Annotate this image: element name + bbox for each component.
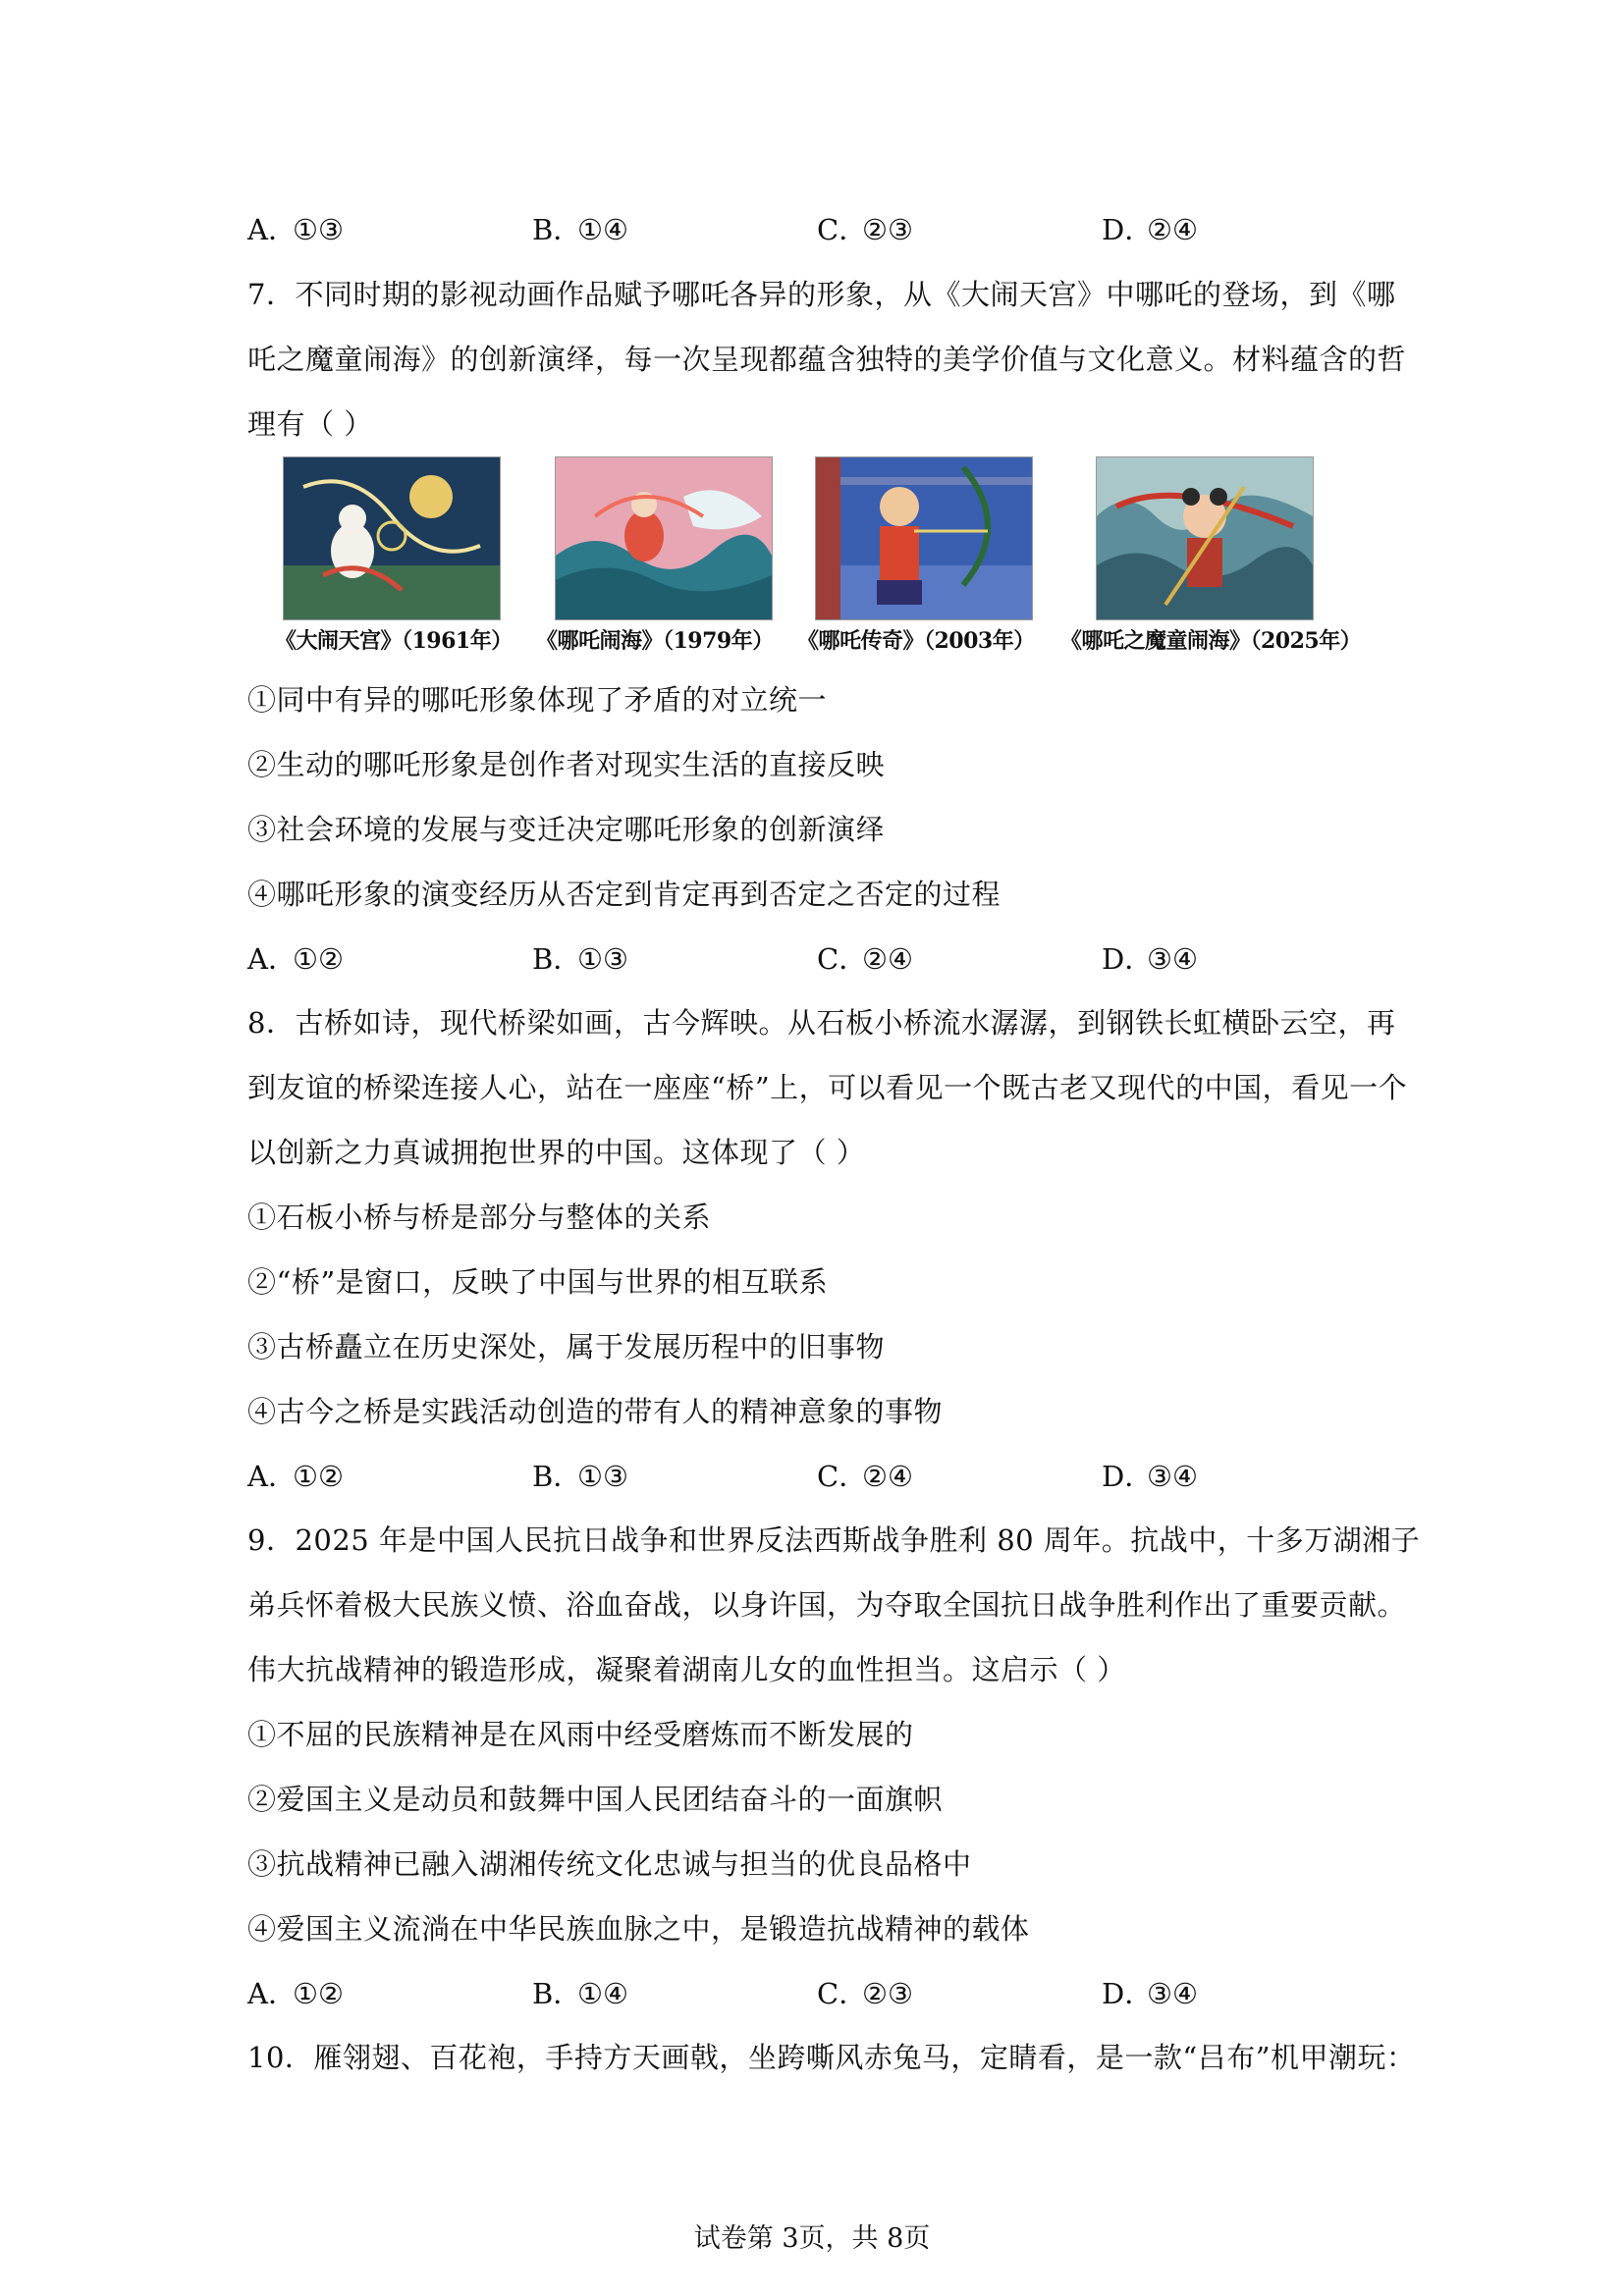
- q8-stem-line-1: 8．古桥如诗，现代桥梁如画，古今辉映。从石板小桥流水潺潺，到钢铁长虹横卧云空，再: [247, 1006, 1396, 1040]
- q8-statement-3: ③古桥矗立在历史深处，属于发展历程中的旧事物: [247, 1330, 886, 1363]
- q6-option-d: D．②④: [1102, 213, 1198, 246]
- q9-option-a: A．①②: [247, 1977, 344, 2010]
- q7-statement-4: ④哪吒形象的演变经历从否定到肯定再到否定之否定的过程: [247, 878, 1001, 911]
- q10-stem-line-1: 10．雁翎翅、百花袍，手持方天画戟，坐跨嘶风赤兔马，定睛看，是一款“吕布”机甲潮玩：: [247, 2041, 1416, 2074]
- q6-option-b: B．①④: [532, 213, 628, 246]
- nezha-2025-image: [1096, 456, 1314, 620]
- caption-1979: 《哪吒闹海》（1979年）: [536, 628, 774, 654]
- q8-stem-line-2: 到友谊的桥梁连接人心，站在一座座“桥”上，可以看见一个既古老又现代的中国，看见一个: [247, 1071, 1408, 1104]
- q9-stem-line-2: 弟兵怀着极大民族义愤、浴血奋战，以身许国，为夺取全国抗日战争胜利作出了重要贡献。: [247, 1588, 1407, 1622]
- q9-statement-3: ③抗战精神已融入湖湘传统文化忠诚与担当的优良品格中: [247, 1847, 972, 1881]
- q7-statement-3: ③社会环境的发展与变迁决定哪吒形象的创新演绎: [247, 813, 886, 846]
- q9-stem-line-3: 伟大抗战精神的锻造形成，凝聚着湖南儿女的血性担当。这启示（ ）: [247, 1653, 1126, 1686]
- q7-option-b: B．①③: [532, 942, 628, 976]
- q8-option-a: A．①②: [247, 1460, 344, 1493]
- q8-stem-line-3: 以创新之力真诚拥抱世界的中国。这体现了（ ）: [247, 1136, 866, 1169]
- q9-options: [247, 1974, 1406, 2013]
- q7-stem-line-2: 吒之魔童闹海》的创新演绎，每一次呈现都蕴含独特的美学价值与文化意义。材料蕴含的哲: [247, 343, 1407, 376]
- q9-option-d: D．③④: [1102, 1977, 1198, 2010]
- q9-stem-line-1: 9．2025 年是中国人民抗日战争和世界反法西斯战争胜利 80 周年。抗战中，十多万湖湘子: [247, 1523, 1421, 1557]
- q9-option-c: C．②③: [817, 1977, 913, 2010]
- caption-2025: 《哪吒之魔童闹海》（2025年）: [1060, 628, 1362, 654]
- q6-options: [247, 210, 1406, 249]
- q8-option-d: D．③④: [1102, 1460, 1198, 1493]
- q8-option-c: C．②④: [817, 1460, 913, 1493]
- q7-option-d: D．③④: [1102, 942, 1198, 976]
- q7-statement-2: ②生动的哪吒形象是创作者对现实生活的直接反映: [247, 748, 886, 781]
- q7-option-c: C．②④: [817, 942, 913, 976]
- q9-option-b: B．①④: [532, 1977, 628, 2010]
- q7-stem-line-1: 7．不同时期的影视动画作品赋予哪吒各异的形象，从《大闹天宫》中哪吒的登场，到《哪: [247, 278, 1396, 311]
- q7-statement-1: ①同中有异的哪吒形象体现了矛盾的对立统一: [247, 683, 828, 717]
- q8-options: [247, 1457, 1406, 1496]
- q6-option-a: A．①③: [247, 213, 344, 246]
- q9-statement-2: ②爱国主义是动员和鼓舞中国人民团结奋斗的一面旗帜: [247, 1783, 944, 1816]
- q8-statement-2: ②“桥”是窗口，反映了中国与世界的相互联系: [247, 1265, 829, 1299]
- q9-statement-4: ④爱国主义流淌在中华民族血脉之中，是锻造抗战精神的载体: [247, 1912, 1030, 1946]
- q6-option-c: C．②③: [817, 213, 913, 246]
- nezha-1961-image: [283, 456, 501, 620]
- caption-1961: 《大闹天宫》（1961年）: [275, 628, 513, 654]
- caption-2003: 《哪吒传奇》（2003年）: [797, 628, 1035, 654]
- nezha-2003-image: [815, 456, 1033, 620]
- q8-statement-1: ①石板小桥与桥是部分与整体的关系: [247, 1201, 712, 1234]
- q8-statement-4: ④古今之桥是实践活动创造的带有人的精神意象的事物: [247, 1395, 944, 1428]
- q7-stem-line-3: 理有（ ）: [247, 407, 373, 441]
- nezha-1979-image: [555, 456, 773, 620]
- q8-option-b: B．①③: [532, 1460, 628, 1493]
- q7-option-a: A．①②: [247, 942, 344, 976]
- page-footer: 试卷第 3页，共 8页: [693, 2223, 931, 2254]
- q9-statement-1: ①不屈的民族精神是在风雨中经受磨炼而不断发展的: [247, 1718, 914, 1751]
- q7-options: [247, 939, 1406, 979]
